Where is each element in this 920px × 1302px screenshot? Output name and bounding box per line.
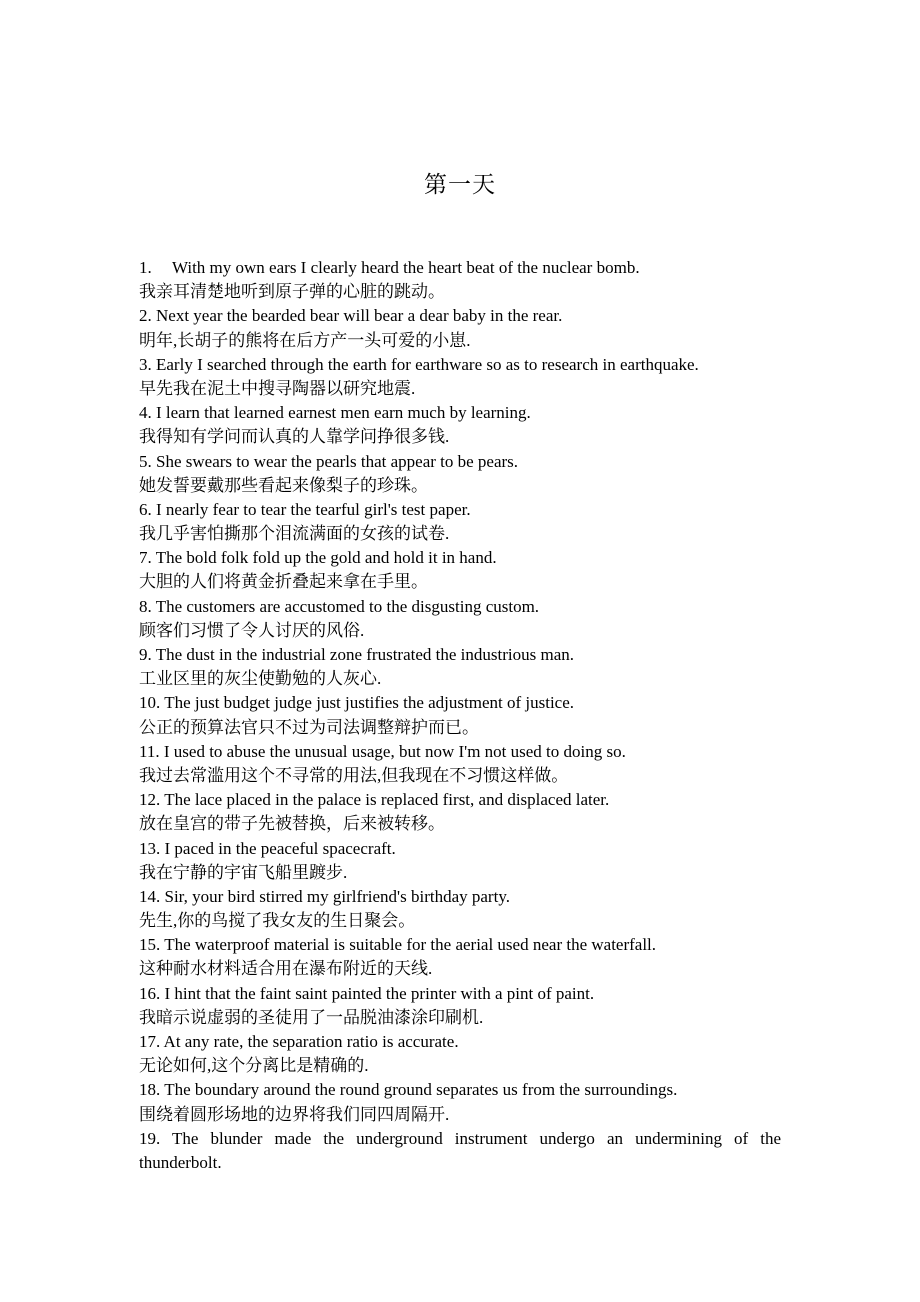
sentence-number: 1. bbox=[139, 258, 152, 277]
sentence-english: 13. I paced in the peaceful spacecraft. bbox=[139, 838, 396, 858]
sentence-english: 5. She swears to wear the pearls that appear to be pears. bbox=[139, 451, 519, 471]
sentence-chinese: 她发誓要戴那些看起来像梨子的珍珠。 bbox=[139, 475, 428, 495]
sentence-english: 8. The customers are accustomed to the disgusting custom. bbox=[139, 596, 540, 616]
sentence-chinese: 大胆的人们将黄金折叠起来拿在手里。 bbox=[139, 572, 428, 592]
sentence-english: 16. I hint that the faint saint painted the printer with a pint of paint. bbox=[139, 983, 595, 1003]
sentence-english: 11. I used to abuse the unusual usage, but now I'm not used to doing so. bbox=[139, 741, 626, 761]
sentence-chinese: 我在宁静的宇宙飞船里踱步. bbox=[139, 862, 348, 882]
sentence-english: 6. I nearly fear to tear the tearful girl's test paper. bbox=[139, 499, 471, 519]
sentence-english: 14. Sir, your bird stirred my girlfriend's birthday party. bbox=[139, 886, 510, 906]
sentence-english-text: With my own ears I clearly heard the heart beat of the nuclear bomb. bbox=[172, 258, 640, 277]
sentence-chinese: 公正的预算法官只不过为司法调整辩护而已。 bbox=[139, 717, 479, 737]
sentence-chinese: 我过去常滥用这个不寻常的用法,但我现在不习惯这样做。 bbox=[139, 765, 569, 785]
sentence-english: 2. Next year the bearded bear will bear a dear baby in the rear. bbox=[139, 306, 563, 326]
sentence-chinese: 明年,长胡子的熊将在后方产一头可爱的小崽. bbox=[139, 330, 471, 350]
sentence-chinese: 我暗示说虚弱的圣徒用了一品脱油漆涂印刷机. bbox=[139, 1007, 484, 1027]
sentence-english: 4. I learn that learned earnest men earn much by learning. bbox=[139, 403, 531, 423]
sentence-english: 19. The blunder made the underground instrument undergo an undermining of the thunderbolt. bbox=[139, 1128, 781, 1172]
sentence-english: 18. The boundary around the round ground separates us from the surroundings. bbox=[139, 1080, 678, 1100]
sentence-english: 17. At any rate, the separation ratio is accurate. bbox=[139, 1032, 459, 1051]
sentence-english: 15. The waterproof material is suitable for the aerial used near the waterfall. bbox=[139, 935, 657, 955]
page-title: 第一天 bbox=[424, 172, 496, 197]
sentence-chinese: 顾客们习惯了令人讨厌的风俗. bbox=[139, 620, 365, 640]
sentence-english: 9. The dust in the industrial zone frustrated the industrious man. bbox=[139, 645, 574, 664]
sentence-chinese: 先生,你的鸟搅了我女友的生日聚会。 bbox=[139, 911, 416, 931]
sentence-english: 3. Early I searched through the earth for earthware so as to research in earthquake. bbox=[139, 354, 699, 374]
sentence-chinese: 放在皇宫的带子先被替换，后来被转移。 bbox=[139, 814, 445, 834]
sentence-english: 10. The just budget judge just justifies the adjustment of justice. bbox=[139, 693, 575, 713]
sentence-chinese: 我得知有学问而认真的人靠学问挣很多钱. bbox=[139, 427, 450, 447]
sentence-english: 12. The lace placed in the palace is replaced first, and displaced later. bbox=[139, 790, 610, 810]
sentence-chinese: 早先我在泥土中搜寻陶器以研究地震. bbox=[139, 378, 416, 398]
sentence-list bbox=[139, 256, 781, 1175]
sentence-chinese: 无论如何,这个分离比是精确的. bbox=[139, 1056, 369, 1076]
sentence-chinese: 围绕着圆形场地的边界将我们同四周隔开. bbox=[139, 1104, 450, 1124]
sentence-english bbox=[139, 256, 781, 280]
sentence-english: 7. The bold folk fold up the gold and hold it in hand. bbox=[139, 548, 497, 568]
sentence-chinese: 我几乎害怕撕那个泪流满面的女孩的试卷. bbox=[139, 524, 450, 544]
sentence-chinese: 这种耐水材料适合用在瀑布附近的天线. bbox=[139, 959, 433, 979]
sentence-chinese: 我亲耳清楚地听到原子弹的心脏的跳动。 bbox=[139, 282, 445, 302]
sentence-chinese: 工业区里的灰尘使勤勉的人灰心. bbox=[139, 669, 382, 689]
